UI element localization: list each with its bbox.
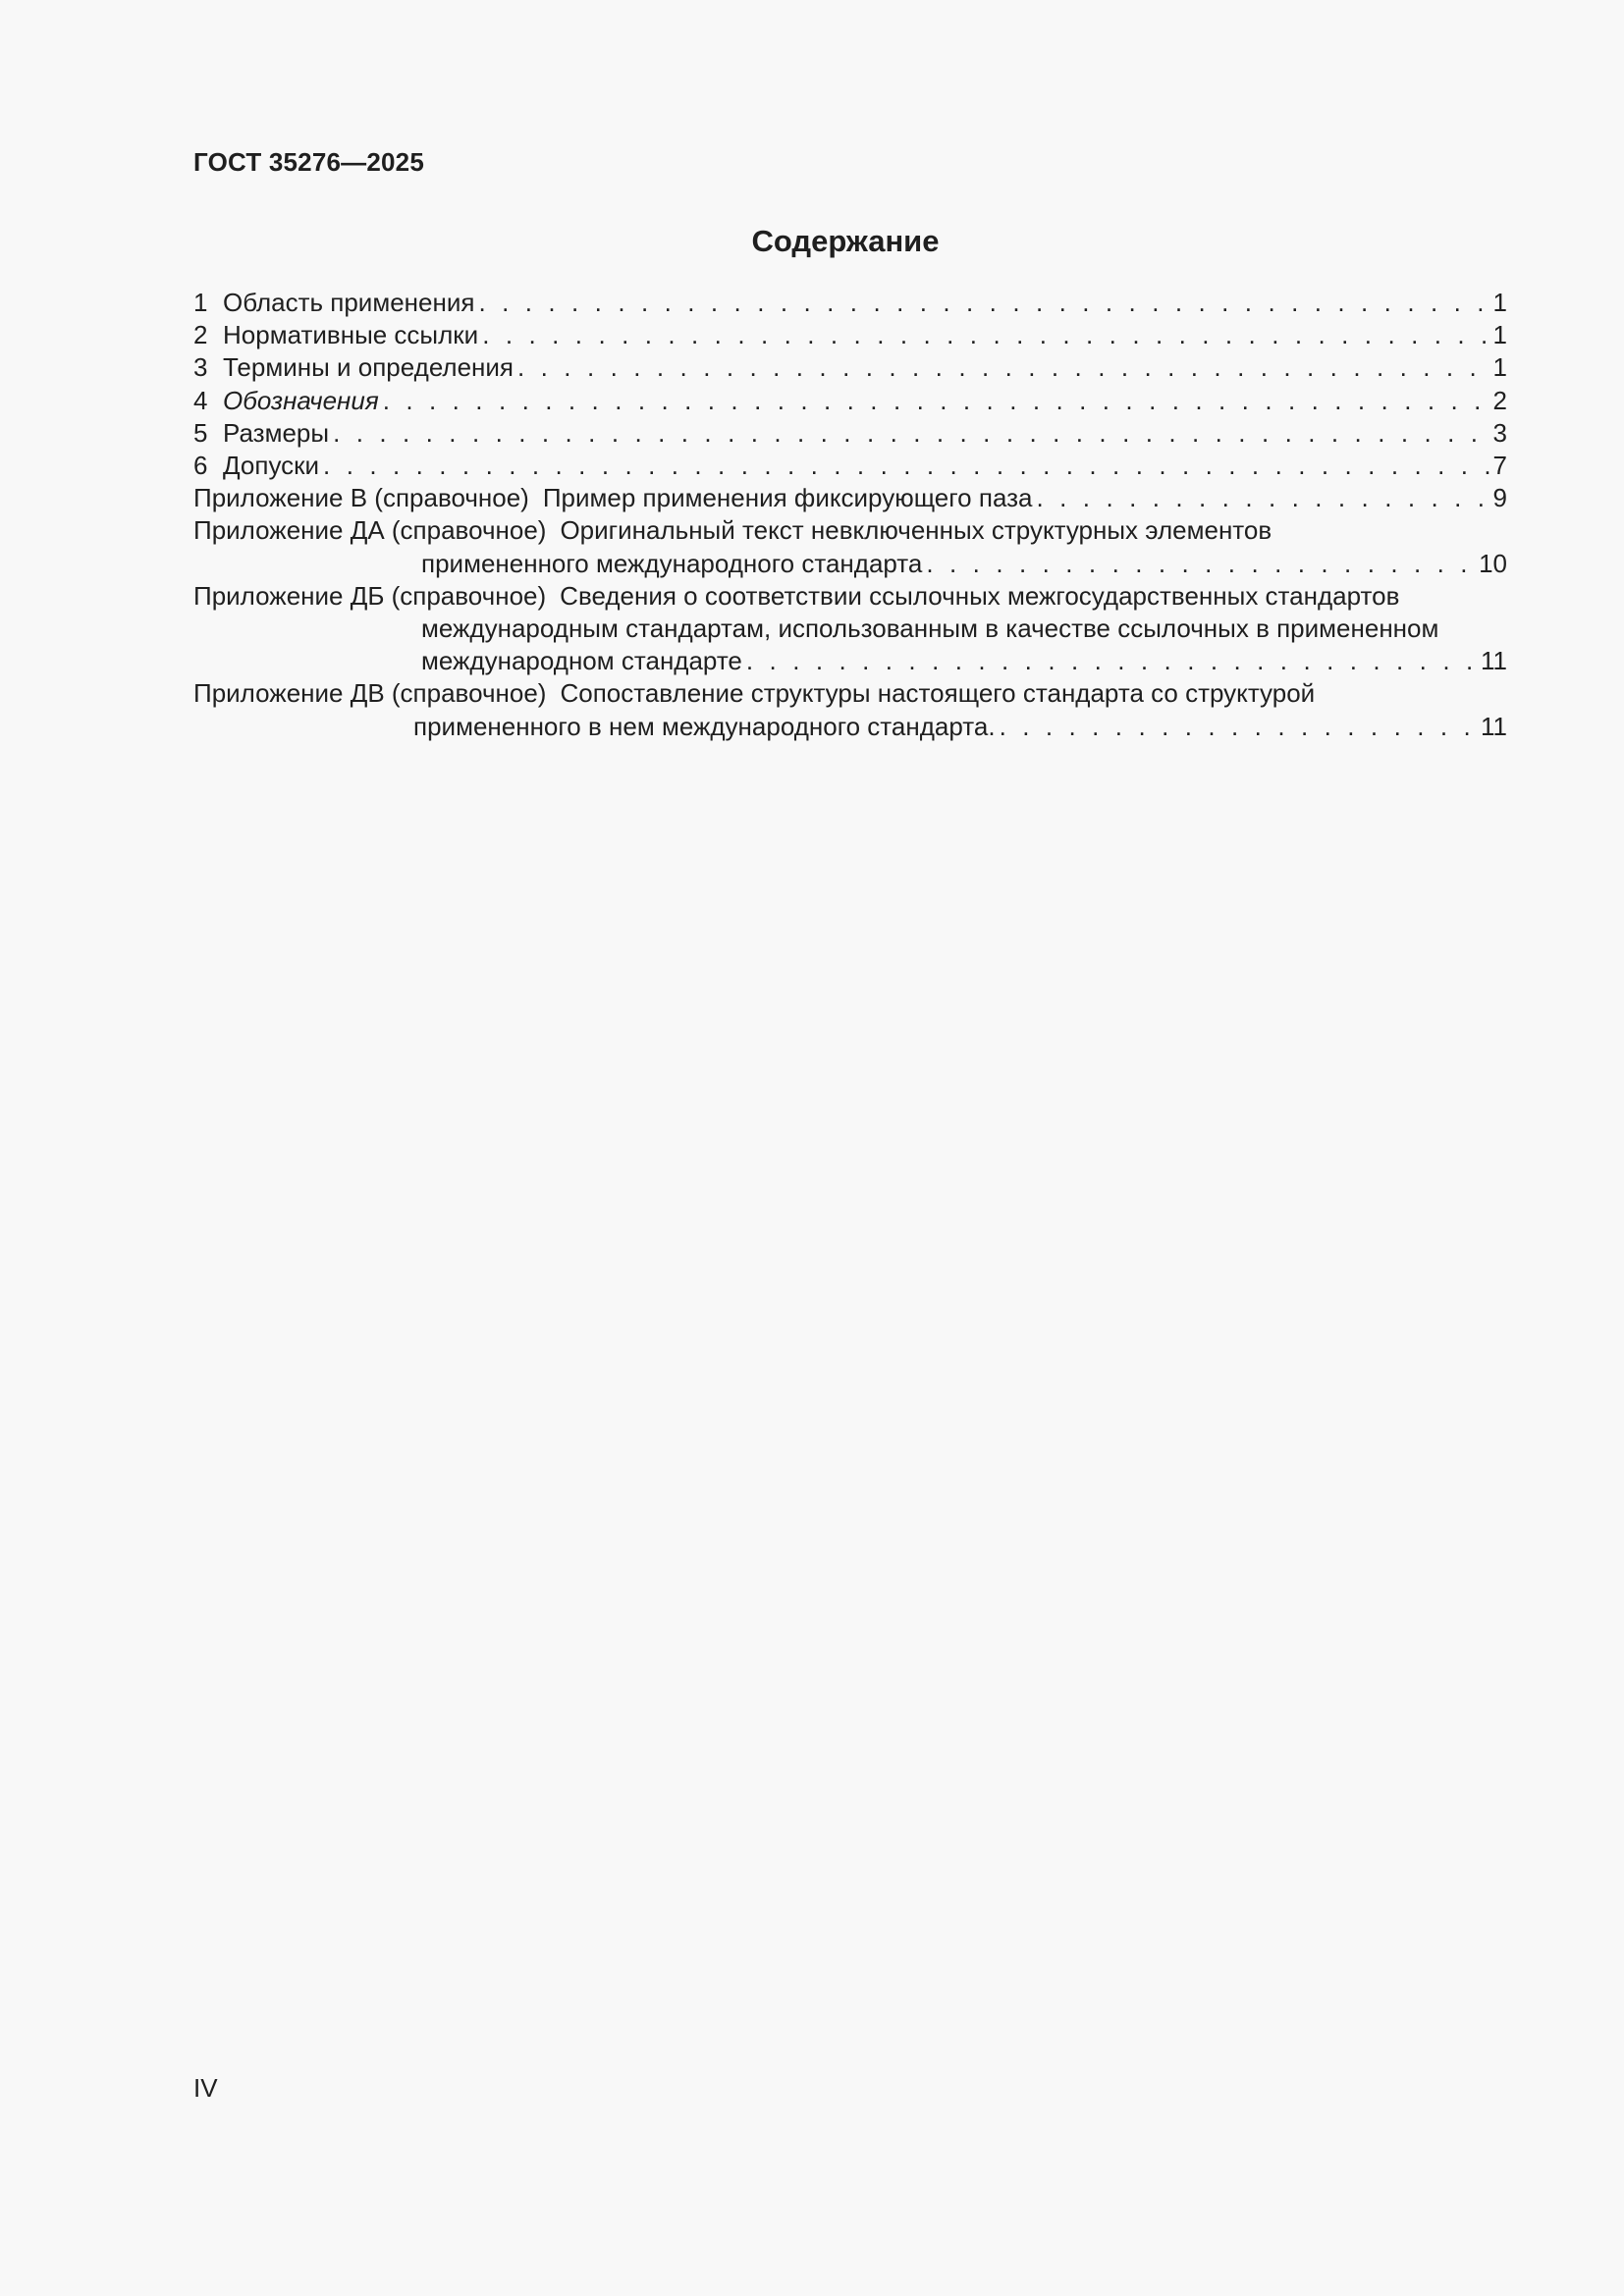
toc-entry[interactable] <box>193 319 1507 351</box>
page-number: IV <box>193 2073 218 2103</box>
leader-dots <box>517 351 1490 384</box>
toc-entry-title: Термины и определения <box>223 352 514 383</box>
toc-appendix-entry[interactable] <box>193 580 1507 678</box>
leader-dots <box>1037 482 1490 514</box>
toc-entry[interactable] <box>193 287 1507 319</box>
table-of-contents <box>193 287 1507 743</box>
toc-entry-number: 1 <box>193 288 208 317</box>
appendix-title-line: международным стандартам, использованным в качестве ссылочных в примененном <box>421 614 1439 644</box>
appendix-title-line: примененного в нем международного стандарта. <box>413 711 996 741</box>
toc-entry[interactable] <box>193 450 1507 482</box>
toc-entry-number: 2 <box>193 320 208 350</box>
appendix-label: Приложение ДВ (справочное) <box>193 678 547 709</box>
toc-heading: Содержание <box>751 224 940 258</box>
toc-entry-number: 3 <box>193 352 208 383</box>
toc-entry-page: 1 <box>1492 352 1507 383</box>
appendix-title-line: Сопоставление структуры настоящего стандарта со структурой <box>560 678 1316 709</box>
appendix-label: Приложение В (справочное) <box>193 483 529 513</box>
leader-dots <box>323 450 1489 482</box>
toc-entry-title: Нормативные ссылки <box>223 320 479 350</box>
toc-entry-page: 10 <box>1479 548 1507 578</box>
toc-entry[interactable] <box>193 351 1507 384</box>
toc-entry-title: Допуски <box>223 451 320 481</box>
toc-entry-title: Область применения <box>223 288 475 317</box>
appendix-title-line: Сведения о соответствии ссылочных межгосударственных стандартов <box>560 580 1400 611</box>
leader-dots <box>383 385 1490 417</box>
toc-appendix-entry[interactable] <box>193 482 1507 514</box>
appendix-label: Приложение ДА (справочное) <box>193 515 547 546</box>
toc-appendix-entry[interactable] <box>193 677 1507 742</box>
leader-dots <box>746 645 1478 677</box>
leader-dots <box>333 417 1489 450</box>
document-code: ГОСТ 35276—2025 <box>193 147 424 177</box>
toc-entry-page: 9 <box>1492 483 1507 513</box>
toc-entry-number: 5 <box>193 417 208 448</box>
toc-entry[interactable] <box>193 417 1507 450</box>
toc-entry-page: 2 <box>1492 385 1507 415</box>
leader-dots <box>1000 711 1478 743</box>
toc-entry-page: 7 <box>1492 451 1507 481</box>
leader-dots <box>478 287 1489 319</box>
appendix-title-line: примененного международного стандарта <box>421 548 923 578</box>
toc-entry-title: Размеры <box>223 417 330 448</box>
appendix-title-line: международном стандарте <box>421 646 742 676</box>
toc-entry[interactable] <box>193 385 1507 417</box>
appendix-label: Приложение ДБ (справочное) <box>193 580 547 611</box>
toc-entry-page: 1 <box>1492 288 1507 317</box>
leader-dots <box>482 319 1489 351</box>
leader-dots <box>926 548 1476 580</box>
toc-entry-page: 1 <box>1492 320 1507 350</box>
toc-appendix-entry[interactable] <box>193 514 1507 579</box>
toc-entry-title: Обозначения <box>223 385 379 415</box>
toc-entry-page: 11 <box>1481 711 1507 741</box>
toc-entry-page: 3 <box>1492 417 1507 448</box>
appendix-title: Пример применения фиксирующего паза <box>542 483 1033 513</box>
toc-entry-page: 11 <box>1481 646 1507 676</box>
toc-entry-number: 6 <box>193 451 208 481</box>
appendix-title-line: Оригинальный текст невключенных структурных элементов <box>560 515 1272 546</box>
toc-entry-number: 4 <box>193 385 208 415</box>
